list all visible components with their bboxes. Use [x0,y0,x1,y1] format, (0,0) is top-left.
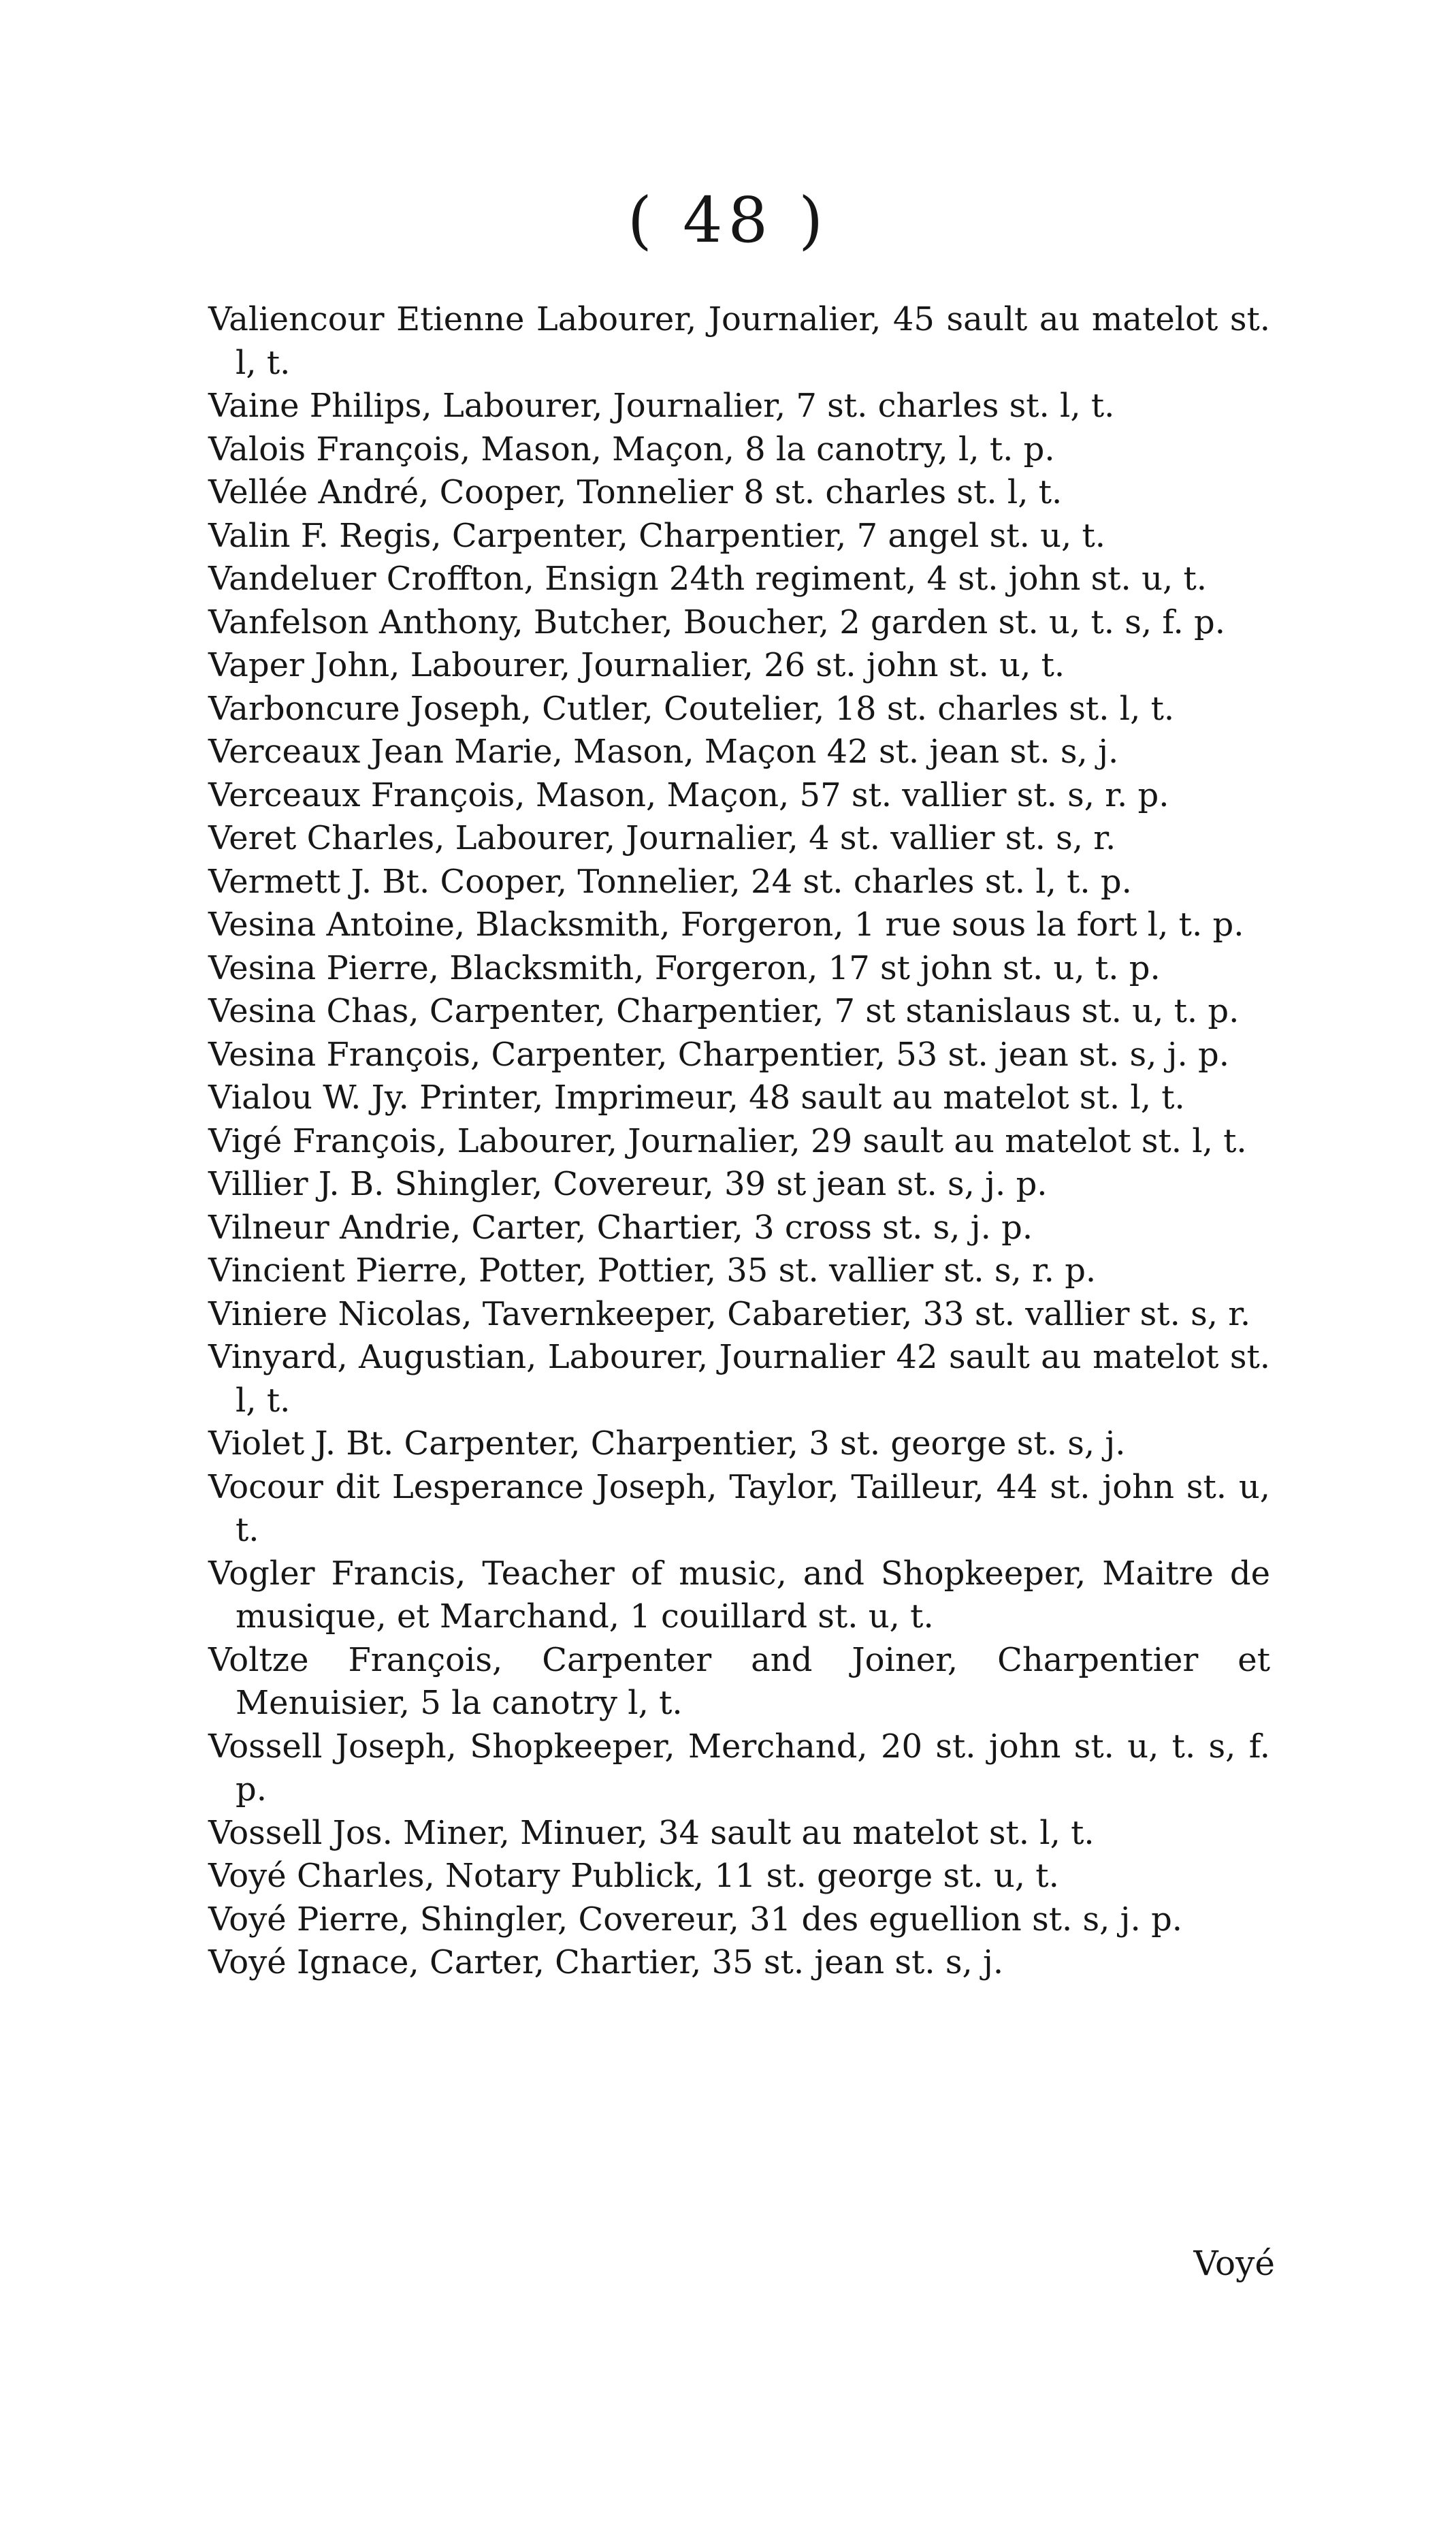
list-item: Verceaux François, Mason, Maçon, 57 st. vallier st. s, r. p. [208,776,1169,814]
list-item: Voyé Charles, Notary Publick, 11 st. george st. u, t. [208,1857,1059,1895]
list-item: Veret Charles, Labourer, Journalier, 4 st. vallier st. s, r. [208,819,1116,857]
directory-entries [208,298,1270,1985]
list-item: Vesina Chas, Carpenter, Charpentier, 7 st stanislaus st. u, t. p. [208,992,1240,1030]
list-item: Vermett J. Bt. Cooper, Tonnelier, 24 st. charles st. l, t. p. [208,862,1132,901]
list-item: Valiencour Etienne Labourer, Journalier, 45 sault au matelot st. l, t. [208,300,1270,382]
list-item: Vandeluer Croffton, Ensign 24th regiment, 4 st. john st. u, t. [208,560,1208,598]
list-item: Violet J. Bt. Carpenter, Charpentier, 3 st. george st. s, j. [208,1424,1126,1463]
list-item: Vogler Francis, Teacher of music, and Shopkeeper, Maitre de musique, et Marchand, 1 couillard st. u, t. [208,1554,1270,1636]
list-item: Valin F. Regis, Carpenter, Charpentier, 7 angel st. u, t. [208,516,1106,555]
list-item: Vaper John, Labourer, Journalier, 26 st. john st. u, t. [208,646,1065,684]
page-number: ( 48 ) [627,184,829,257]
list-item: Vesina Antoine, Blacksmith, Forgeron, 1 rue sous la fort l, t. p. [208,906,1244,944]
list-item: Vesina François, Carpenter, Charpentier, 53 st. jean st. s, j. p. [208,1035,1230,1074]
list-item: Vesina Pierre, Blacksmith, Forgeron, 17 st john st. u, t. p. [208,948,1161,987]
list-item: Vanfelson Anthony, Butcher, Boucher, 2 garden st. u, t. s, f. p. [208,603,1225,641]
list-item: Vellée André, Cooper, Tonnelier 8 st. charles st. l, t. [208,473,1063,511]
list-item: Voyé Ignace, Carter, Chartier, 35 st. jean st. s, j. [208,1943,1004,1981]
list-item: Vaine Philips, Labourer, Journalier, 7 st. charles st. l, t. [208,387,1115,425]
list-item: Villier J. B. Shingler, Covereur, 39 st jean st. s, j. p. [208,1165,1048,1203]
catchword: Voyé [1193,2244,1275,2283]
list-item: Vocour dit Lesperance Joseph, Taylor, Tailleur, 44 st. john st. u, t. [208,1467,1270,1549]
list-item: Voltze François, Carpenter and Joiner, Charpentier et Menuisier, 5 la canotry l, t. [208,1640,1270,1722]
list-item: Vinyard, Augustian, Labourer, Journalier 42 sault au matelot st. l, t. [208,1338,1270,1420]
list-item: Varboncure Joseph, Cutler, Coutelier, 18 st. charles st. l, t. [208,689,1175,728]
list-item: Verceaux Jean Marie, Mason, Maçon 42 st. jean st. s, j. [208,733,1119,771]
list-item: Vossell Jos. Miner, Minuer, 34 sault au matelot st. l, t. [208,1813,1095,1852]
list-item: Vigé François, Labourer, Journalier, 29 sault au matelot st. l, t. [208,1121,1247,1160]
list-item: Valois François, Mason, Maçon, 8 la canotry, l, t. p. [208,430,1055,468]
list-item: Vincient Pierre, Potter, Pottier, 35 st. vallier st. s, r. p. [208,1251,1097,1290]
list-item: Voyé Pierre, Shingler, Covereur, 31 des eguellion st. s, j. p. [208,1900,1183,1939]
list-item: Viniere Nicolas, Tavernkeeper, Cabaretier, 33 st. vallier st. s, r. [208,1294,1251,1333]
list-item: Vilneur Andrie, Carter, Chartier, 3 cross st. s, j. p. [208,1208,1033,1247]
list-item: Vialou W. Jy. Printer, Imprimeur, 48 sault au matelot st. l, t. [208,1079,1185,1117]
list-item: Vossell Joseph, Shopkeeper, Merchand, 20 st. john st. u, t. s, f. p. [208,1727,1270,1808]
